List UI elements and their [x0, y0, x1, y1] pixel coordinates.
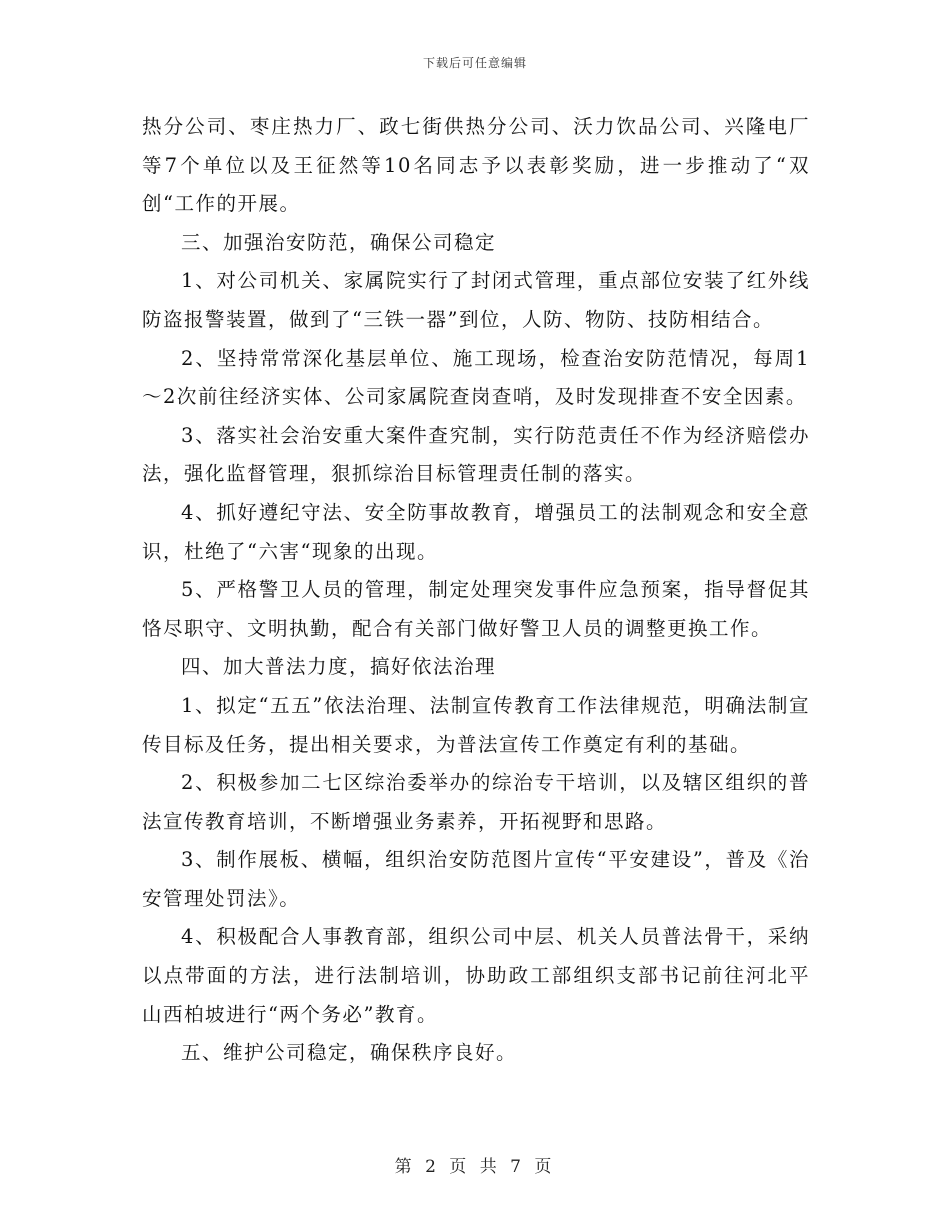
page-number-footer: 第 2 页 共 7 页 [394, 1157, 556, 1177]
page-header: 下载后可任意编辑 [422, 56, 527, 70]
section-heading: 三、加强治安防范，确保公司稳定 [181, 230, 497, 254]
list-item: 1、拟定“五五”依法治理、法制宣传教育工作法律规范，明确法制宣传目标及任务，提出相关要求，为普法宣传工作奠定有利的基础。 [142, 693, 810, 756]
list-item: 3、落实社会治安重大案件查究制，实行防范责任不作为经济赔偿办法，强化监督管理，狠抓综治目标管理责任制的落实。 [142, 423, 810, 486]
document-body [142, 108, 810, 1073]
paragraph-continuation: 热分公司、枣庄热力厂、政七街供热分公司、沃力饮品公司、兴隆电厂等7个单位以及王征然等10名同志予以表彰奖励，进一步推动了“双创“工作的开展。 [142, 115, 810, 216]
list-item: 3、制作展板、横幅，组织治安防范图片宣传“平安建设”，普及《治安管理处罚法》。 [142, 848, 810, 910]
list-item: 2、坚持常常深化基层单位、施工现场，检查治安防范情况，每周1～2次前往经济实体、公司家属院查岗查哨，及时发现排查不安全因素。 [142, 346, 810, 409]
list-item: 2、积极参加二七区综治委举办的综治专干培训，以及辖区组织的普法宣传教育培训，不断增强业务素养，开拓视野和思路。 [142, 771, 810, 833]
list-item: 1、对公司机关、家属院实行了封闭式管理，重点部位安装了红外线防盗报警装置，做到了“三铁一器”到位，人防、物防、技防相结合。 [142, 269, 810, 331]
list-item: 5、严格警卫人员的管理，制定处理突发事件应急预案，指导督促其恪尽职守、文明执勤，配合有关部门做好警卫人员的调整更换工作。 [142, 578, 810, 640]
list-item: 4、积极配合人事教育部，组织公司中层、机关人员普法骨干，采纳以点带面的方法，进行法制培训，协助政工部组织支部书记前往河北平山西柏坡进行“两个务必”教育。 [142, 925, 810, 1026]
list-item: 4、抓好遵纪守法、安全防事故教育，增强员工的法制观念和安全意识，杜绝了“六害“现象的出现。 [142, 500, 810, 563]
section-heading: 四、加大普法力度，搞好依法治理 [181, 655, 497, 679]
section-heading: 五、维护公司稳定，确保秩序良好。 [181, 1041, 518, 1065]
